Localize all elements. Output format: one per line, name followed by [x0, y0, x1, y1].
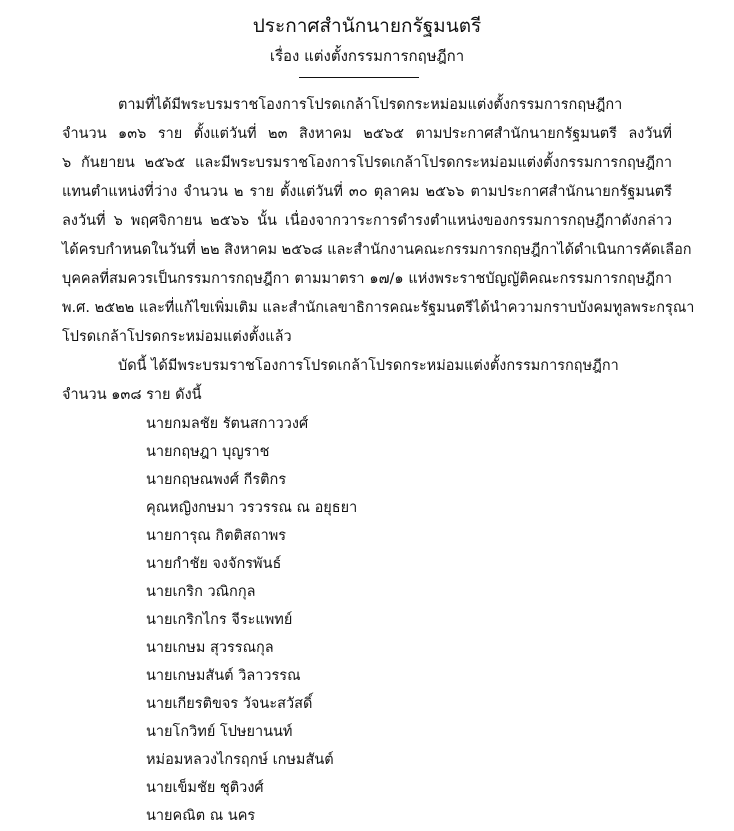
paragraph-line: แทนตำแหน่งที่ว่าง จำนวน ๒ ราย ตั้งแต่วันที่ ๓๐ ตุลาคม ๒๕๖๖ ตามประกาศสำนักนายกรัฐมนตรี [62, 184, 672, 200]
page-title: ประกาศสำนักนายกรัฐมนตรี [252, 15, 482, 37]
item-name: นายเกียรติขจร วัจนะสวัสดิ์ [146, 696, 313, 712]
item-name: นายเกริกไกร จีระแพทย์ [146, 612, 293, 628]
item-name: คุณหญิงกษมา วรวรรณ ณ อยุธยา [146, 500, 358, 516]
paragraph-line: ๖ กันยายน ๒๕๖๕ และมีพระบรมราชโองการโปรดเกล้าโปรดกระหม่อมแต่งตั้งกรรมการกฤษฎีกา [62, 155, 672, 171]
paragraph-line: บัดนี้ ได้มีพระบรมราชโองการโปรดเกล้าโปรดกระหม่อมแต่งตั้งกรรมการกฤษฎีกา [118, 358, 619, 374]
item-name: นายเกษม สุวรรณกุล [146, 640, 274, 656]
item-name: นายโกวิทย์ โปษยานนท์ [146, 724, 293, 740]
title-divider [299, 77, 419, 78]
paragraph-line: ลงวันที่ ๖ พฤศจิกายน ๒๕๖๖ นั้น เนื่องจากวาระการดำรงตำแหน่งของกรรมการกฤษฎีกาดังกล่าว [62, 213, 672, 229]
item-name: นายกฤษฎา บุญราช [146, 444, 270, 460]
item-name: นายเข็มชัย ชุติวงศ์ [146, 780, 264, 796]
subject-line: เรื่อง แต่งตั้งกรรมการกฤษฎีกา [269, 47, 465, 65]
paragraph-line: ได้ครบกำหนดในวันที่ ๒๒ สิงหาคม ๒๕๖๘ และสำนักงานคณะกรรมการกฤษฎีกาได้ดำเนินการคัดเลือก [62, 242, 692, 258]
paragraph-line: โปรดเกล้าโปรดกระหม่อมแต่งตั้งแล้ว [62, 329, 292, 345]
item-name: นายการุณ กิตติสถาพร [146, 528, 287, 544]
paragraph-line: บุคคลที่สมควรเป็นกรรมการกฤษฎีกา ตามมาตรา ๑๗/๑ แห่งพระราชบัญญัติคณะกรรมการกฤษฎีกา [62, 271, 672, 287]
paragraph-line: พ.ศ. ๒๕๒๒ และที่แก้ไขเพิ่มเติม และสำนักเลขาธิการคณะรัฐมนตรีได้นำความกราบบังคมทูลพระกรุณา [62, 300, 695, 316]
paragraph-line: จำนวน ๑๓๖ ราย ตั้งแต่วันที่ ๒๓ สิงหาคม ๒๕๖๕ ตามประกาศสำนักนายกรัฐมนตรี ลงวันที่ [62, 126, 672, 142]
item-name: นายกำชัย จงจักรพันธ์ [146, 556, 282, 572]
item-name: นายเกษมสันต์ วิลาวรรณ [146, 668, 301, 684]
item-name: นายกมลชัย รัตนสกาววงศ์ [146, 416, 309, 432]
paragraph-line: ตามที่ได้มีพระบรมราชโองการโปรดเกล้าโปรดกระหม่อมแต่งตั้งกรรมการกฤษฎีกา [118, 97, 623, 113]
item-name: นายกฤษณพงศ์ กีรติกร [146, 472, 287, 488]
paragraph-line: จำนวน ๑๓๘ ราย ดังนี้ [62, 387, 202, 403]
item-name: นายคณิต ณ นคร [146, 808, 256, 824]
item-name: หม่อมหลวงไกรฤกษ์ เกษมสันต์ [146, 752, 334, 768]
item-name: นายเกริก วณิกกุล [146, 584, 256, 600]
